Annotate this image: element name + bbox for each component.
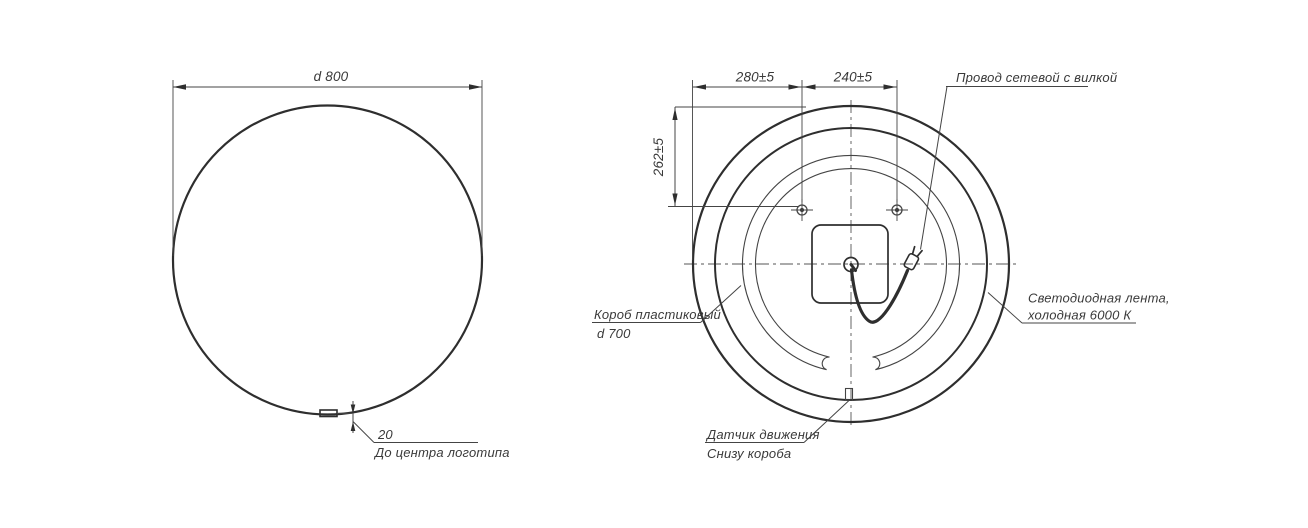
cord-callout xyxy=(921,70,1118,250)
diameter-dimension xyxy=(173,69,482,256)
led-label-line2: холодная 6000 К xyxy=(1028,307,1132,323)
arrow-right-icon xyxy=(789,84,802,89)
sensor-callout xyxy=(705,401,849,462)
logo-offset-note: До центра логотипа xyxy=(375,445,510,460)
dim-280-value: 280±5 xyxy=(735,69,775,85)
front-view xyxy=(173,69,510,460)
mount-point-left xyxy=(791,199,813,221)
cord-label: Провод сетевой с вилкой xyxy=(956,70,1118,85)
mirror-outline-circle xyxy=(173,106,482,415)
cord-line xyxy=(852,270,908,322)
plug-icon xyxy=(903,246,923,270)
box-diameter-label: d 700 xyxy=(597,326,631,341)
dim-240-value: 240±5 xyxy=(833,69,873,85)
arrow-right-icon xyxy=(884,84,897,89)
power-cord xyxy=(844,246,923,322)
arrow-down-icon xyxy=(672,194,677,206)
sensor-label-line1: Датчик движения xyxy=(707,427,820,442)
dim-262-value: 262±5 xyxy=(651,137,666,177)
arrow-left-icon xyxy=(694,84,707,89)
box-label: Короб пластиковый xyxy=(594,307,721,322)
led-label-line1: Светодиодная лента, xyxy=(1028,290,1170,306)
back-view xyxy=(592,70,1170,462)
logo-offset-dimension xyxy=(320,401,510,460)
logo-offset-value: 20 xyxy=(378,427,393,442)
arrow-left-icon xyxy=(173,84,186,89)
arrow-up-icon xyxy=(672,108,677,120)
sensor-label-line2: Снизу короба xyxy=(707,446,792,461)
top-dimensions xyxy=(693,70,898,261)
arrow-left-icon xyxy=(803,84,816,89)
diameter-value: d 800 xyxy=(313,69,349,84)
led-callout xyxy=(988,291,1170,324)
mount-point-right xyxy=(886,199,908,221)
arrow-right-icon xyxy=(469,84,482,89)
